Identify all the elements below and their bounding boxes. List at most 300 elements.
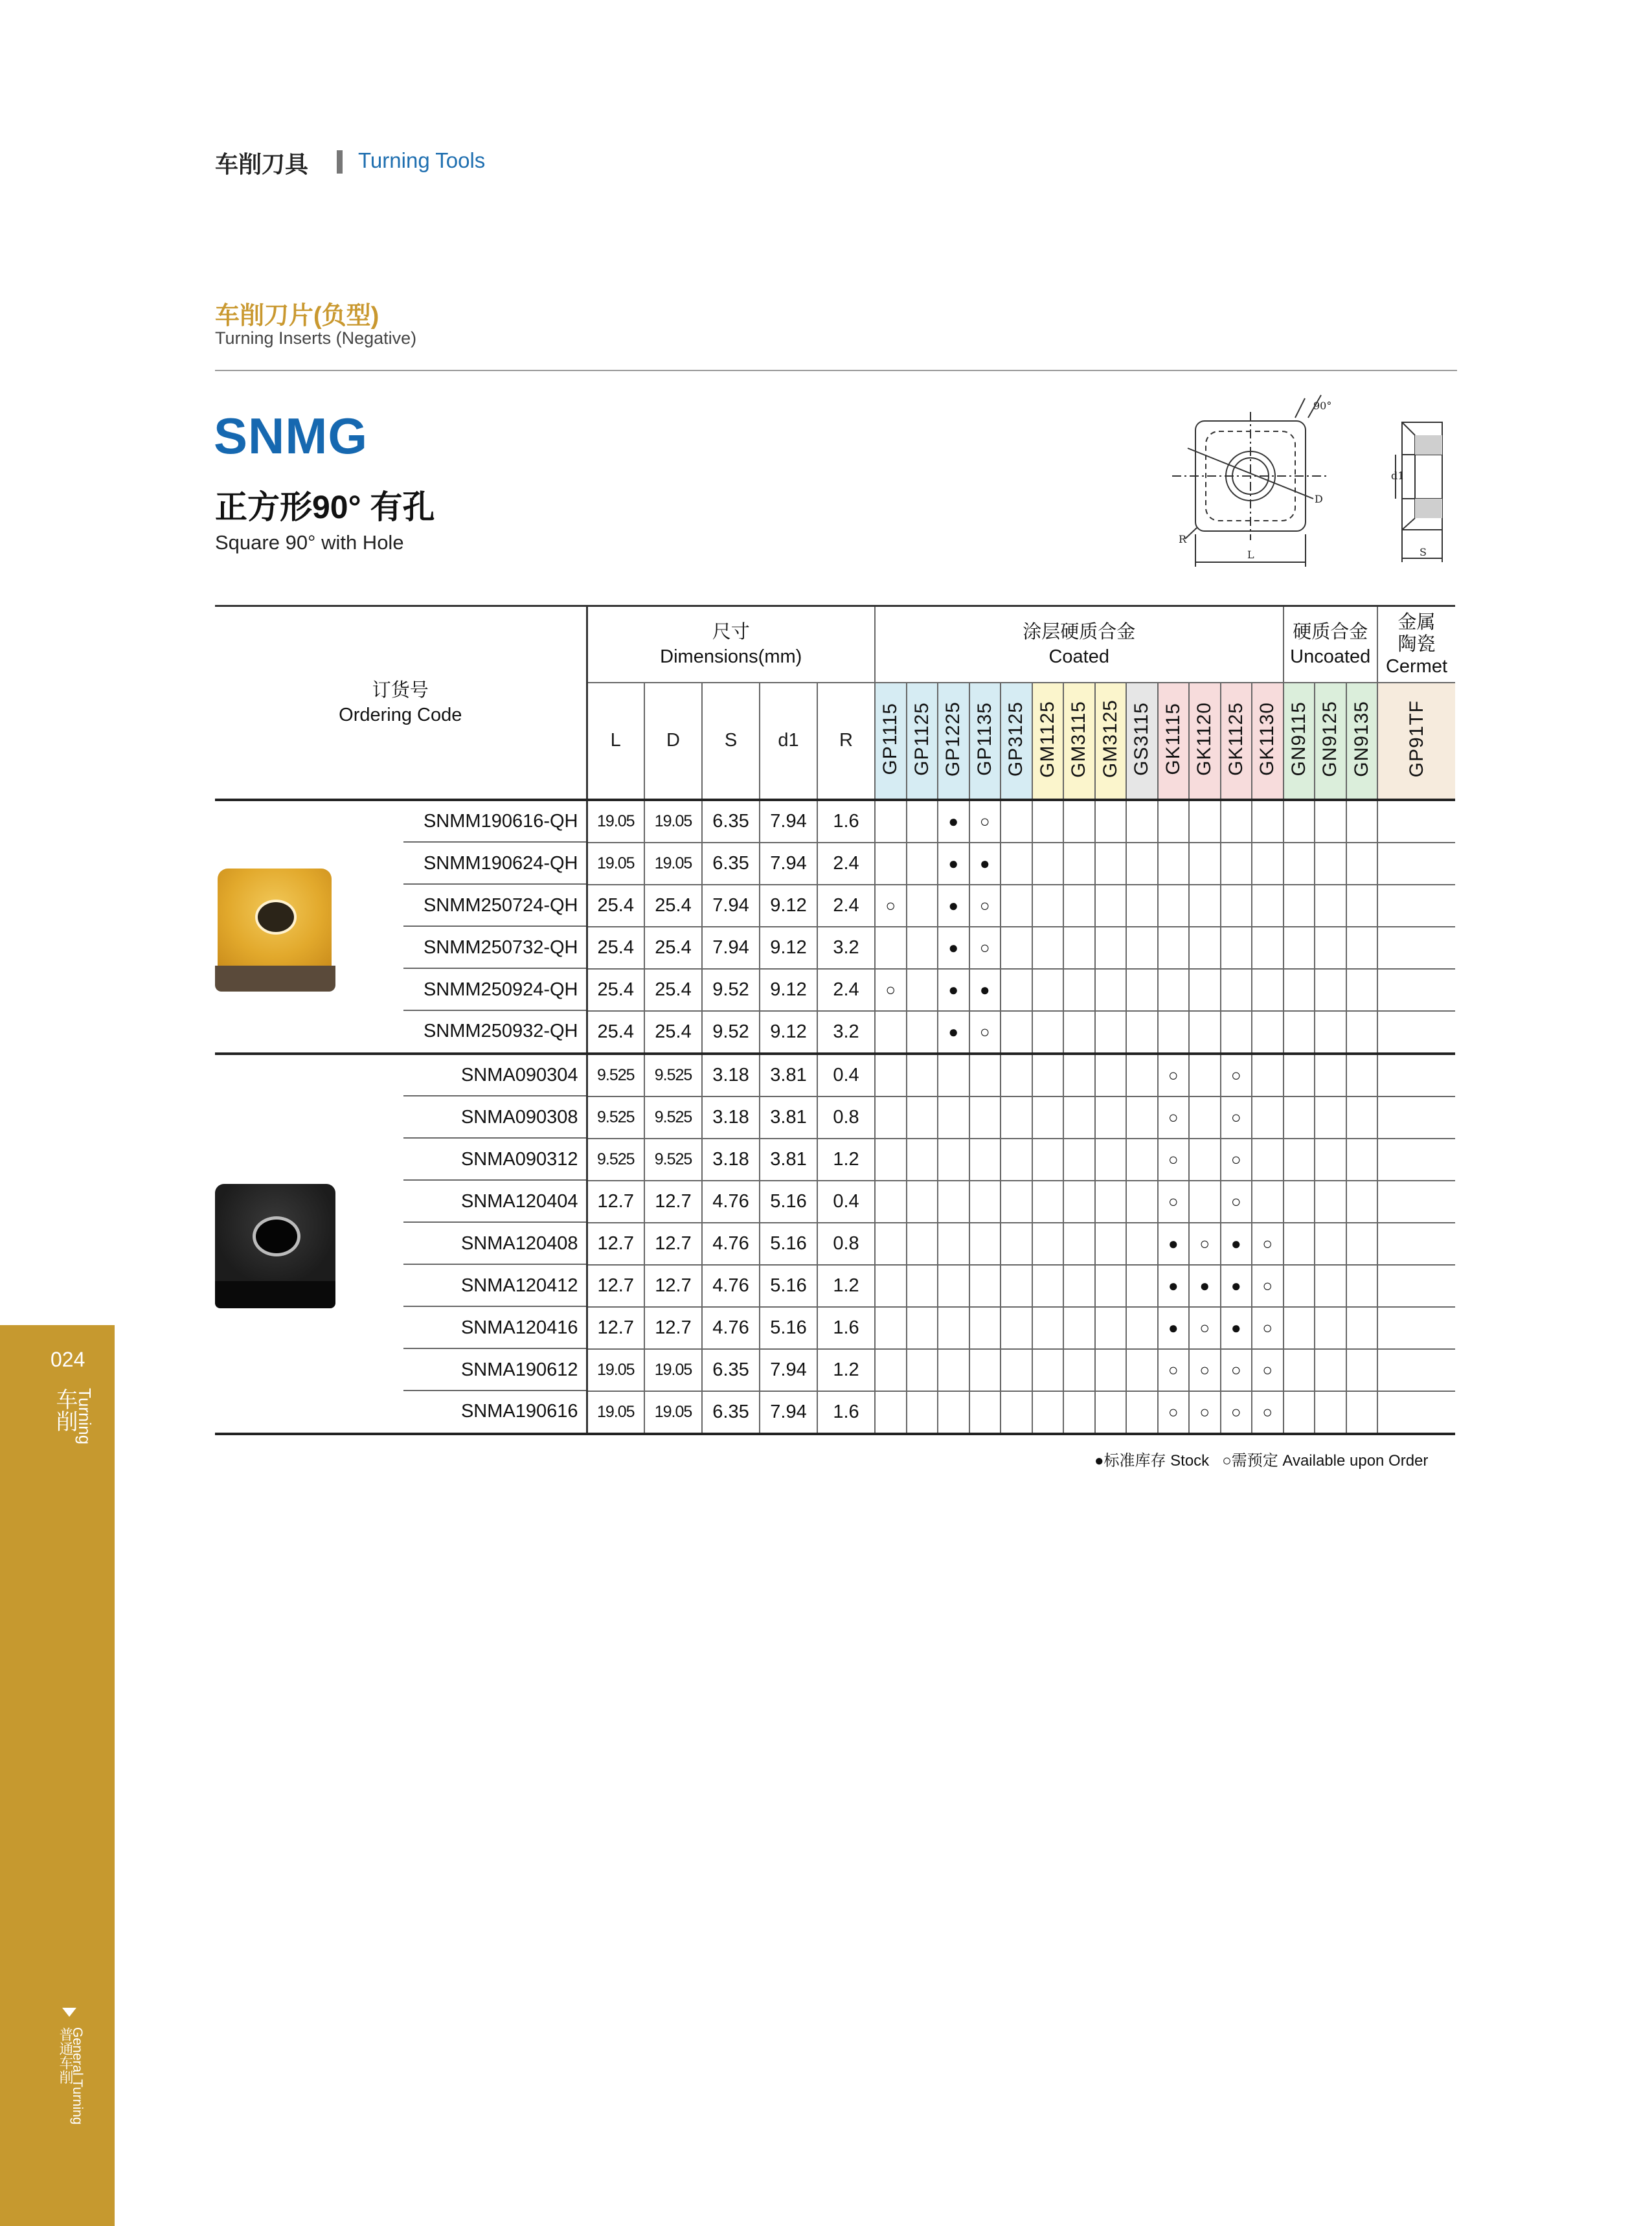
empty-cell — [1189, 843, 1221, 885]
ordering-code: SNMM250924-QH — [423, 979, 578, 1000]
empty-cell — [1252, 1139, 1284, 1181]
order-mark: ○ — [1189, 1391, 1221, 1434]
empty-cell — [969, 1223, 1001, 1265]
empty-cell — [1377, 927, 1455, 969]
grade-header-gp1115 — [875, 683, 907, 800]
grade-header-gp1225 — [938, 683, 969, 800]
empty-cell — [1032, 1307, 1064, 1349]
stock-mark: ● — [1158, 1307, 1190, 1349]
empty-cell — [969, 1181, 1001, 1223]
empty-cell — [907, 1223, 938, 1265]
dim-value-l: 12.7 — [587, 1223, 644, 1265]
ordering-code: SNMA090312 — [460, 1148, 578, 1170]
order-mark: ○ — [1221, 1054, 1252, 1096]
empty-cell — [1346, 1307, 1378, 1349]
empty-cell — [1126, 1307, 1158, 1349]
product-code: SNMG — [214, 407, 368, 464]
grade-header-gk1120 — [1189, 683, 1221, 800]
empty-cell — [1001, 1181, 1032, 1223]
dim-value-d: 25.4 — [644, 1011, 702, 1054]
empty-cell — [1377, 800, 1455, 843]
dim-value-d: 12.7 — [644, 1307, 702, 1349]
empty-cell — [1001, 1011, 1032, 1054]
dim-value-s: 6.35 — [702, 1391, 760, 1434]
empty-cell — [875, 1265, 907, 1307]
empty-cell — [1346, 1139, 1378, 1181]
empty-cell — [1126, 1223, 1158, 1265]
empty-cell — [1095, 885, 1127, 927]
dim-value-s: 3.18 — [702, 1139, 760, 1181]
grade-header-gk1130 — [1252, 683, 1284, 800]
stock-mark: ● — [1158, 1265, 1190, 1307]
stock-mark: ● — [938, 969, 969, 1011]
dim-value-r: 3.2 — [817, 1011, 875, 1054]
table-row — [215, 927, 1455, 969]
dim-value-l: 19.05 — [587, 1349, 644, 1391]
empty-cell — [1284, 1223, 1315, 1265]
empty-cell — [1095, 969, 1127, 1011]
order-mark: ○ — [1221, 1139, 1252, 1181]
empty-cell — [875, 927, 907, 969]
ordering-code: SNMM250932-QH — [423, 1021, 578, 1041]
empty-cell — [1095, 1011, 1127, 1054]
legend-stock: ●标准库存 Stock — [1094, 1452, 1210, 1470]
grade-header-gn9115 — [1284, 683, 1315, 800]
empty-cell — [1346, 927, 1378, 969]
empty-cell — [875, 1223, 907, 1265]
stock-mark: ● — [1189, 1265, 1221, 1307]
empty-cell — [1221, 1011, 1252, 1054]
empty-cell — [1377, 1011, 1455, 1054]
stock-mark: ● — [1158, 1223, 1190, 1265]
empty-cell — [1252, 885, 1284, 927]
empty-cell — [1284, 1011, 1315, 1054]
sidebar-category-en: Turning — [75, 1388, 95, 1445]
dim-value-s: 9.52 — [702, 1011, 760, 1054]
empty-cell — [875, 1181, 907, 1223]
order-mark: ○ — [1189, 1349, 1221, 1391]
empty-cell — [1001, 1307, 1032, 1349]
dim-value-d1: 5.16 — [760, 1181, 817, 1223]
grade-header-label: GM3125 — [1099, 699, 1121, 778]
empty-cell — [938, 1223, 969, 1265]
dim-value-d: 12.7 — [644, 1265, 702, 1307]
empty-cell — [1315, 885, 1346, 927]
dim-value-r: 1.2 — [817, 1265, 875, 1307]
empty-cell — [969, 1139, 1001, 1181]
empty-cell — [875, 800, 907, 843]
empty-cell — [1032, 1096, 1064, 1139]
empty-cell — [1346, 800, 1378, 843]
dim-value-l: 19.05 — [587, 800, 644, 843]
empty-cell — [1189, 1181, 1221, 1223]
insert-dimension-drawing — [1159, 389, 1464, 583]
empty-cell — [1252, 1011, 1284, 1054]
cermet-header-en: Cermet — [1385, 655, 1448, 677]
empty-cell — [1063, 1307, 1095, 1349]
empty-cell — [907, 800, 938, 843]
dim-value-r: 3.2 — [817, 927, 875, 969]
empty-cell — [1221, 927, 1252, 969]
empty-cell — [1126, 1181, 1158, 1223]
ordering-code: SNMA190616 — [460, 1401, 578, 1422]
insert-photo-gold — [215, 869, 335, 992]
empty-cell — [1315, 843, 1346, 885]
dim-value-l: 25.4 — [587, 927, 644, 969]
empty-cell — [1126, 1139, 1158, 1181]
empty-cell — [1032, 1139, 1064, 1181]
dim-value-d: 9.525 — [644, 1096, 702, 1139]
empty-cell — [1346, 1011, 1378, 1054]
empty-cell — [1126, 1011, 1158, 1054]
dim-value-r: 2.4 — [817, 885, 875, 927]
empty-cell — [1346, 1054, 1378, 1096]
empty-cell — [1252, 1181, 1284, 1223]
empty-cell — [1032, 1265, 1064, 1307]
empty-cell — [1315, 1223, 1346, 1265]
grade-header-label: GM1125 — [1036, 700, 1058, 778]
empty-cell — [1001, 1265, 1032, 1307]
dim-value-r: 0.4 — [817, 1054, 875, 1096]
order-mark: ○ — [969, 800, 1001, 843]
empty-cell — [907, 1139, 938, 1181]
dim-value-r: 0.8 — [817, 1096, 875, 1139]
ordering-code-header — [215, 606, 587, 800]
empty-cell — [875, 1096, 907, 1139]
spec-table — [215, 605, 1455, 1435]
order-mark: ○ — [1158, 1349, 1190, 1391]
diagram-d1-label: d1 — [1391, 470, 1405, 482]
order-mark: ○ — [1158, 1096, 1190, 1139]
empty-cell — [1001, 1096, 1032, 1139]
dim-value-l: 25.4 — [587, 1011, 644, 1054]
stock-mark: ● — [938, 927, 969, 969]
dim-value-r: 0.4 — [817, 1181, 875, 1223]
grade-header-gp91tf — [1377, 683, 1455, 800]
empty-cell — [1221, 969, 1252, 1011]
sidebar-category-cn: 车削 — [52, 1388, 77, 1432]
empty-cell — [1126, 800, 1158, 843]
dim-col-header-l: L — [587, 683, 644, 800]
empty-cell — [1063, 1265, 1095, 1307]
table-row — [215, 843, 1455, 885]
grade-header-gm3125 — [1095, 683, 1127, 800]
dim-value-l: 9.525 — [587, 1096, 644, 1139]
empty-cell — [1284, 843, 1315, 885]
empty-cell — [1284, 1265, 1315, 1307]
uncoated-header-en: Uncoated — [1290, 646, 1371, 667]
empty-cell — [1315, 1265, 1346, 1307]
sidebar-arrow-icon — [62, 2008, 76, 2017]
empty-cell — [1001, 1223, 1032, 1265]
ordering-code-header-cn: 订货号 — [372, 679, 429, 701]
table-row — [215, 1265, 1455, 1307]
empty-cell — [1189, 1054, 1221, 1096]
empty-cell — [1063, 885, 1095, 927]
empty-cell — [1315, 1096, 1346, 1139]
dimensions-header-en: Dimensions(mm) — [660, 646, 802, 667]
empty-cell — [1284, 1139, 1315, 1181]
grade-header-gp1125 — [907, 683, 938, 800]
order-mark: ○ — [1221, 1096, 1252, 1139]
sidebar-bottom-cn: 普通车削 — [58, 2027, 74, 2084]
empty-cell — [1252, 843, 1284, 885]
empty-cell — [1126, 927, 1158, 969]
order-mark: ○ — [1189, 1223, 1221, 1265]
header-title-en: Turning Tools — [358, 148, 486, 172]
empty-cell — [1252, 1096, 1284, 1139]
empty-cell — [1158, 885, 1190, 927]
table-row — [215, 800, 1455, 843]
empty-cell — [1001, 1349, 1032, 1391]
uncoated-header — [1284, 606, 1378, 683]
empty-cell — [1189, 927, 1221, 969]
grade-header-gm1125 — [1032, 683, 1064, 800]
cermet-header — [1377, 606, 1455, 683]
table-row — [215, 885, 1455, 927]
order-mark: ○ — [1221, 1181, 1252, 1223]
dim-value-s: 4.76 — [702, 1307, 760, 1349]
dim-value-d: 25.4 — [644, 927, 702, 969]
dim-value-d1: 5.16 — [760, 1265, 817, 1307]
grade-header-gm3115 — [1063, 683, 1095, 800]
empty-cell — [1346, 1096, 1378, 1139]
section-rule — [215, 370, 1457, 371]
empty-cell — [1126, 885, 1158, 927]
empty-cell — [1221, 885, 1252, 927]
table-row — [215, 1223, 1455, 1265]
empty-cell — [1095, 843, 1127, 885]
order-mark: ○ — [969, 1011, 1001, 1054]
empty-cell — [1346, 1349, 1378, 1391]
empty-cell — [1158, 969, 1190, 1011]
empty-cell — [1377, 1391, 1455, 1434]
empty-cell — [907, 1349, 938, 1391]
table-row — [215, 1391, 1455, 1434]
dim-value-s: 4.76 — [702, 1223, 760, 1265]
empty-cell — [875, 1349, 907, 1391]
empty-cell — [1032, 969, 1064, 1011]
order-mark: ○ — [1221, 1349, 1252, 1391]
empty-cell — [938, 1139, 969, 1181]
ordering-code: SNMA090308 — [460, 1106, 578, 1128]
empty-cell — [1063, 1096, 1095, 1139]
empty-cell — [938, 1307, 969, 1349]
empty-cell — [1377, 1307, 1455, 1349]
empty-cell — [1001, 885, 1032, 927]
empty-cell — [907, 1011, 938, 1054]
dim-value-l: 12.7 — [587, 1307, 644, 1349]
empty-cell — [1189, 969, 1221, 1011]
dim-value-r: 1.6 — [817, 1391, 875, 1434]
order-mark: ○ — [969, 927, 1001, 969]
dim-value-d1: 9.12 — [760, 885, 817, 927]
coated-header — [875, 606, 1284, 683]
dim-value-d1: 7.94 — [760, 1349, 817, 1391]
stock-mark: ● — [938, 843, 969, 885]
header-title-cn: 车削刀具 — [215, 151, 309, 177]
empty-cell — [1315, 800, 1346, 843]
ordering-code: SNMM250724-QH — [423, 894, 578, 916]
empty-cell — [1001, 1054, 1032, 1096]
empty-cell — [1377, 1223, 1455, 1265]
empty-cell — [1126, 1349, 1158, 1391]
empty-cell — [1063, 927, 1095, 969]
empty-cell — [907, 1054, 938, 1096]
empty-cell — [1063, 1349, 1095, 1391]
product-name-cn: 正方形90° 有孔 — [215, 489, 435, 525]
order-mark: ○ — [1252, 1265, 1284, 1307]
dim-value-d1: 3.81 — [760, 1054, 817, 1096]
dim-value-r: 0.8 — [817, 1223, 875, 1265]
order-mark: ○ — [1158, 1139, 1190, 1181]
empty-cell — [1032, 1011, 1064, 1054]
empty-cell — [1284, 800, 1315, 843]
empty-cell — [1377, 1096, 1455, 1139]
empty-cell — [969, 1096, 1001, 1139]
dim-value-d1: 9.12 — [760, 1011, 817, 1054]
empty-cell — [1126, 1054, 1158, 1096]
stock-mark: ● — [938, 800, 969, 843]
empty-cell — [1377, 1054, 1455, 1096]
empty-cell — [907, 885, 938, 927]
empty-cell — [1063, 1391, 1095, 1434]
empty-cell — [1284, 885, 1315, 927]
empty-cell — [1126, 1265, 1158, 1307]
empty-cell — [1001, 927, 1032, 969]
empty-cell — [1126, 843, 1158, 885]
empty-cell — [1063, 843, 1095, 885]
empty-cell — [1126, 1391, 1158, 1434]
empty-cell — [938, 1181, 969, 1223]
empty-cell — [1001, 1139, 1032, 1181]
empty-cell — [1346, 1181, 1378, 1223]
grade-header-label: GN9115 — [1287, 701, 1309, 777]
grade-header-label: GP1115 — [879, 703, 901, 775]
empty-cell — [907, 1181, 938, 1223]
dim-value-d1: 9.12 — [760, 927, 817, 969]
empty-cell — [1063, 1223, 1095, 1265]
dim-col-header-d1: d1 — [760, 683, 817, 800]
grade-header-label: GS3115 — [1131, 702, 1153, 776]
dim-value-d: 19.05 — [644, 843, 702, 885]
dim-value-l: 9.525 — [587, 1139, 644, 1181]
legend-order: ○需预定 Available upon Order — [1222, 1452, 1429, 1470]
order-mark: ○ — [1158, 1391, 1190, 1434]
empty-cell — [1189, 1011, 1221, 1054]
empty-cell — [1189, 1096, 1221, 1139]
empty-cell — [1158, 1011, 1190, 1054]
empty-cell — [1032, 843, 1064, 885]
dim-value-s: 6.35 — [702, 1349, 760, 1391]
empty-cell — [1346, 1265, 1378, 1307]
empty-cell — [1095, 1391, 1127, 1434]
table-row — [215, 1139, 1455, 1181]
product-name-en: Square 90° with Hole — [215, 531, 404, 554]
stock-mark: ● — [938, 1011, 969, 1054]
empty-cell — [938, 1391, 969, 1434]
coated-header-en: Coated — [1048, 646, 1109, 667]
dim-value-d1: 7.94 — [760, 843, 817, 885]
diagram-angle-label: 90° — [1313, 400, 1332, 412]
empty-cell — [1377, 843, 1455, 885]
empty-cell — [1001, 843, 1032, 885]
empty-cell — [1377, 1181, 1455, 1223]
grade-header-gp1135 — [969, 683, 1001, 800]
empty-cell — [1001, 800, 1032, 843]
dim-value-l: 12.7 — [587, 1181, 644, 1223]
empty-cell — [1126, 1096, 1158, 1139]
dim-value-r: 2.4 — [817, 843, 875, 885]
stock-mark: ● — [969, 969, 1001, 1011]
dim-value-d1: 5.16 — [760, 1307, 817, 1349]
dim-value-d: 9.525 — [644, 1139, 702, 1181]
empty-cell — [875, 1054, 907, 1096]
insert-photo-black — [215, 1184, 335, 1311]
sidebar-bottom-en: General Turning — [70, 2027, 85, 2125]
empty-cell — [1032, 885, 1064, 927]
grade-header-label: GP1225 — [942, 701, 964, 777]
empty-cell — [1032, 927, 1064, 969]
diagram-S-label: S — [1420, 546, 1427, 558]
grade-header-label: GP91TF — [1405, 700, 1427, 778]
empty-cell — [1063, 1054, 1095, 1096]
dim-value-s: 6.35 — [702, 843, 760, 885]
ordering-code: SNMA190612 — [460, 1359, 578, 1380]
table-row — [215, 969, 1455, 1011]
empty-cell — [1315, 1181, 1346, 1223]
empty-cell — [969, 1265, 1001, 1307]
dim-value-d: 25.4 — [644, 969, 702, 1011]
grade-header-label: GN9125 — [1319, 701, 1341, 777]
empty-cell — [875, 1307, 907, 1349]
grade-header-gk1125 — [1221, 683, 1252, 800]
empty-cell — [1095, 927, 1127, 969]
empty-cell — [938, 1096, 969, 1139]
ordering-code-header-en: Ordering Code — [339, 704, 462, 725]
empty-cell — [907, 1391, 938, 1434]
dim-value-l: 12.7 — [587, 1265, 644, 1307]
empty-cell — [1252, 1054, 1284, 1096]
dim-value-s: 9.52 — [702, 969, 760, 1011]
ordering-code: SNMA120408 — [460, 1232, 578, 1254]
empty-cell — [1032, 1181, 1064, 1223]
empty-cell — [938, 1054, 969, 1096]
dim-value-d: 12.7 — [644, 1181, 702, 1223]
dim-value-r: 1.2 — [817, 1349, 875, 1391]
stock-mark: ● — [1221, 1265, 1252, 1307]
empty-cell — [907, 1307, 938, 1349]
dim-value-s: 3.18 — [702, 1096, 760, 1139]
table-row — [215, 1349, 1455, 1391]
dim-value-d: 25.4 — [644, 885, 702, 927]
dim-value-r: 1.6 — [817, 1307, 875, 1349]
empty-cell — [1032, 800, 1064, 843]
section-title-en: Turning Inserts (Negative) — [215, 328, 417, 348]
empty-cell — [1315, 1011, 1346, 1054]
page-number: 024 — [51, 1348, 85, 1371]
dim-value-l: 9.525 — [587, 1054, 644, 1096]
empty-cell — [1095, 1349, 1127, 1391]
grade-header-label: GP1135 — [973, 702, 995, 776]
order-mark: ○ — [1252, 1307, 1284, 1349]
empty-cell — [1063, 1181, 1095, 1223]
grade-header-gk1115 — [1158, 683, 1190, 800]
cermet-header-cn: 金属陶瓷 — [1397, 611, 1436, 655]
empty-cell — [1346, 1391, 1378, 1434]
dim-value-d1: 9.12 — [760, 969, 817, 1011]
coated-header-cn: 涂层硬质合金 — [1023, 621, 1136, 642]
